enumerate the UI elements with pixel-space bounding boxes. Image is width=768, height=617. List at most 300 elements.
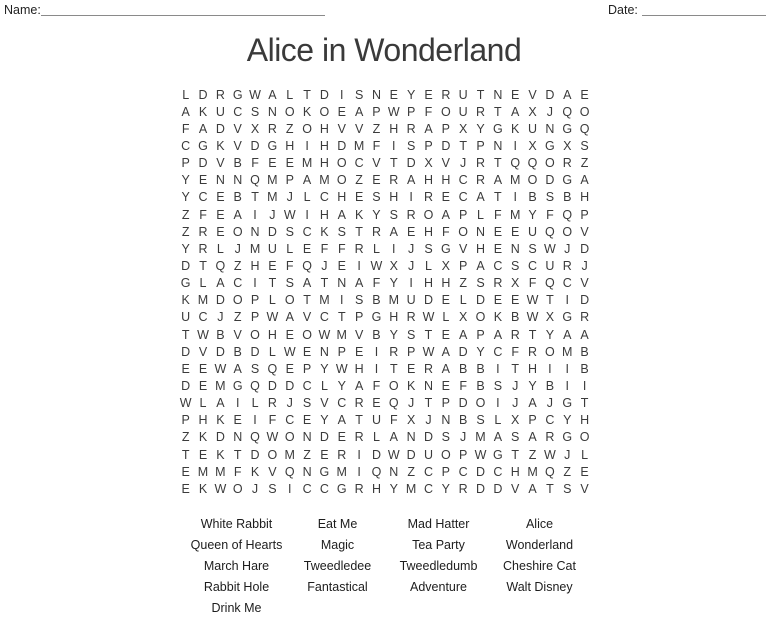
grid-letter: O <box>284 293 295 308</box>
grid-letter: I <box>392 138 396 153</box>
grid-letter: T <box>459 138 467 153</box>
grid-letter: U <box>545 258 555 273</box>
grid-letter: G <box>336 481 347 496</box>
grid-letter: L <box>216 241 224 256</box>
grid-letter: J <box>546 396 554 411</box>
grid-letter: N <box>319 344 329 359</box>
grid-letter: H <box>528 361 538 376</box>
grid-letter: R <box>476 173 486 188</box>
grid-letter: S <box>545 190 555 205</box>
grid-letter: M <box>284 447 295 462</box>
grid-letter: A <box>563 87 572 102</box>
grid-letter: M <box>527 464 538 479</box>
grid-letter: M <box>197 464 209 479</box>
grid-letter: Q <box>545 464 555 479</box>
grid-letter: D <box>337 138 347 153</box>
grid-letter: E <box>441 378 450 393</box>
word-bank-item: Adventure <box>410 579 467 594</box>
word-bank-item: Tweedledumb <box>399 558 478 573</box>
grid-letter: Q <box>215 258 226 273</box>
grid-letter: N <box>371 87 381 102</box>
grid-letter: W <box>526 293 539 308</box>
grid-letter: E <box>268 156 277 171</box>
grid-letter: C <box>181 138 191 153</box>
grid-letter: I <box>565 378 569 393</box>
grid-letter: W <box>197 327 209 342</box>
grid-letter: H <box>476 241 486 256</box>
grid-letter: X <box>511 413 520 428</box>
grid-letter: Q <box>545 224 555 239</box>
grid-letter: D <box>250 344 260 359</box>
grid-letter: J <box>269 207 276 222</box>
grid-letter: E <box>302 344 312 359</box>
grid-letter: J <box>286 190 293 205</box>
grid-letter: L <box>459 293 467 308</box>
grid-letter: T <box>199 258 207 273</box>
grid-letter: A <box>354 276 364 291</box>
grid-letter: C <box>493 464 503 479</box>
grid-letter: J <box>564 241 571 256</box>
grid-letter: M <box>336 464 347 479</box>
grid-letter: L <box>286 241 294 256</box>
grid-letter: F <box>442 224 450 239</box>
grid-letter: U <box>181 310 191 325</box>
grid-letter: S <box>441 430 450 445</box>
grid-letter: P <box>181 156 190 171</box>
grid-letter: E <box>198 378 208 393</box>
grid-letter: C <box>545 413 555 428</box>
grid-letter: C <box>198 310 208 325</box>
grid-letter: A <box>493 430 503 445</box>
grid-letter: S <box>493 378 503 393</box>
grid-letter: U <box>215 104 225 119</box>
grid-letter: S <box>563 481 572 496</box>
grid-letter: H <box>510 464 520 479</box>
grid-letter: H <box>423 276 433 291</box>
grid-letter: H <box>389 121 399 136</box>
grid-letter: N <box>233 173 243 188</box>
grid-letter: R <box>354 481 364 496</box>
grid-letter: E <box>302 413 312 428</box>
grid-letter: M <box>197 293 209 308</box>
grid-letter: L <box>199 276 207 291</box>
grid-letter: R <box>562 258 572 273</box>
grid-letter: K <box>198 481 208 496</box>
grid-letter: Y <box>441 481 450 496</box>
grid-letter: P <box>441 121 450 136</box>
grid-letter: Y <box>372 207 381 222</box>
grid-letter: O <box>579 104 590 119</box>
grid-letter: P <box>406 104 416 119</box>
grid-letter: N <box>302 430 312 445</box>
word-bank-item: Cheshire Cat <box>503 558 576 573</box>
grid-letter: P <box>441 464 450 479</box>
grid-letter: Y <box>476 121 485 136</box>
grid-letter: D <box>285 378 295 393</box>
grid-letter: I <box>565 293 569 308</box>
grid-letter: Y <box>389 276 398 291</box>
grid-letter: A <box>302 173 312 188</box>
word-bank-item: Fantastical <box>307 579 368 594</box>
grid-letter: H <box>580 413 590 428</box>
grid-letter: R <box>476 156 486 171</box>
grid-letter: L <box>320 378 328 393</box>
grid-letter: H <box>319 156 329 171</box>
grid-letter: A <box>441 207 450 222</box>
grid-letter: E <box>285 156 294 171</box>
grid-letter: Z <box>372 121 381 136</box>
grid-letter: E <box>181 361 190 376</box>
grid-letter: F <box>528 276 537 291</box>
grid-letter: Q <box>250 430 260 445</box>
grid-letter: H <box>389 190 399 205</box>
grid-letter: Y <box>389 481 398 496</box>
grid-letter: P <box>337 344 346 359</box>
grid-letter: C <box>423 481 433 496</box>
grid-letter: K <box>320 224 329 239</box>
grid-letter: R <box>354 396 364 411</box>
grid-letter: G <box>319 464 330 479</box>
grid-letter: P <box>459 258 468 273</box>
grid-letter: R <box>267 121 277 136</box>
grid-letter: E <box>372 173 381 188</box>
grid-letter: B <box>511 310 520 325</box>
grid-letter: Q <box>250 173 260 188</box>
grid-letter: Z <box>355 173 363 188</box>
grid-letter: D <box>215 121 225 136</box>
grid-letter: D <box>423 293 433 308</box>
grid-letter: M <box>301 156 313 171</box>
grid-letter: G <box>232 87 243 102</box>
grid-letter: R <box>528 344 538 359</box>
grid-letter: E <box>441 327 450 342</box>
grid-letter: C <box>528 258 538 273</box>
grid-letter: Z <box>580 156 589 171</box>
grid-letter: R <box>354 430 364 445</box>
name-label: Name: <box>4 3 41 17</box>
grid-letter: A <box>233 361 242 376</box>
grid-letter: P <box>424 138 433 153</box>
grid-letter: C <box>458 173 468 188</box>
grid-letter: T <box>546 293 554 308</box>
grid-letter: O <box>579 430 590 445</box>
grid-letter: L <box>372 430 380 445</box>
grid-letter: C <box>354 156 364 171</box>
word-bank-item: March Hare <box>203 558 270 573</box>
grid-letter: Q <box>562 104 573 119</box>
grid-letter: B <box>459 413 468 428</box>
grid-letter: R <box>545 430 555 445</box>
grid-letter: A <box>216 276 225 291</box>
grid-letter: D <box>250 138 260 153</box>
grid-letter: V <box>528 87 537 102</box>
grid-letter: Y <box>181 190 190 205</box>
grid-letter: A <box>580 327 589 342</box>
grid-letter: T <box>546 481 554 496</box>
grid-letter: M <box>562 344 573 359</box>
grid-letter: D <box>371 447 381 462</box>
grid-letter: I <box>374 361 379 376</box>
grid-letter: I <box>340 87 344 102</box>
grid-letter: V <box>233 138 242 153</box>
grid-letter: B <box>233 344 242 359</box>
grid-letter: X <box>528 138 537 153</box>
grid-letter: A <box>441 344 450 359</box>
grid-letter: I <box>374 344 379 359</box>
grid-letter: D <box>181 258 191 273</box>
grid-letter: R <box>406 121 416 136</box>
grid-letter: R <box>458 481 468 496</box>
grid-letter: I <box>409 276 413 291</box>
grid-letter: X <box>424 156 433 171</box>
grid-letter: F <box>546 207 554 222</box>
grid-letter: Q <box>579 121 590 136</box>
grid-letter: S <box>302 396 312 411</box>
grid-letter: Y <box>476 344 485 359</box>
grid-letter: W <box>283 344 296 359</box>
grid-letter: R <box>476 104 486 119</box>
grid-letter: S <box>268 481 277 496</box>
grid-letter: N <box>423 378 433 393</box>
grid-letter: T <box>494 190 502 205</box>
grid-letter: V <box>580 481 589 496</box>
grid-letter: S <box>389 207 398 222</box>
grid-letter: H <box>423 224 433 239</box>
grid-letter: Z <box>181 224 190 239</box>
grid-letter: B <box>476 378 485 393</box>
grid-letter: N <box>250 224 260 239</box>
grid-letter: C <box>493 344 503 359</box>
grid-letter: O <box>458 224 469 239</box>
grid-letter: I <box>357 447 361 462</box>
word-bank-item: Tweedledee <box>303 558 372 573</box>
grid-letter: G <box>562 173 573 188</box>
grid-letter: I <box>357 258 361 273</box>
grid-letter: R <box>493 276 503 291</box>
grid-letter: R <box>198 224 208 239</box>
grid-letter: X <box>459 310 468 325</box>
grid-letter: I <box>496 396 500 411</box>
grid-letter: C <box>319 481 329 496</box>
grid-letter: A <box>198 121 208 136</box>
grid-letter: I <box>513 138 517 153</box>
grid-letter: E <box>320 447 329 462</box>
grid-letter: F <box>251 156 259 171</box>
grid-letter: T <box>424 396 433 411</box>
grid-letter: T <box>251 190 259 205</box>
grid-letter: P <box>302 361 312 376</box>
grid-letter: D <box>493 481 503 496</box>
grid-letter: T <box>389 156 398 171</box>
grid-letter: E <box>268 258 277 273</box>
grid-letter: D <box>319 87 329 102</box>
grid-letter: W <box>474 447 487 462</box>
word-bank-item: Tea Party <box>412 537 465 552</box>
grid-letter: D <box>545 87 555 102</box>
grid-letter: S <box>372 190 381 205</box>
grid-letter: J <box>425 413 432 428</box>
grid-letter: O <box>336 156 347 171</box>
grid-letter: P <box>580 207 589 222</box>
grid-letter: V <box>459 241 468 256</box>
grid-letter: C <box>302 481 312 496</box>
grid-letter: O <box>232 224 243 239</box>
grid-letter: A <box>389 224 398 239</box>
grid-letter: R <box>354 241 364 256</box>
grid-letter: E <box>337 104 346 119</box>
grid-letter: G <box>371 310 382 325</box>
grid-letter: R <box>406 207 416 222</box>
grid-letter: W <box>526 310 539 325</box>
grid-letter: D <box>458 396 468 411</box>
grid-letter: A <box>354 104 364 119</box>
grid-letter: E <box>511 293 520 308</box>
grid-letter: I <box>253 276 257 291</box>
grid-letter: S <box>250 361 260 376</box>
grid-letter: R <box>198 241 208 256</box>
grid-letter: M <box>319 173 330 188</box>
grid-letter: E <box>441 190 450 205</box>
grid-letter: F <box>389 413 398 428</box>
grid-letter: Y <box>545 327 555 342</box>
grid-letter: D <box>406 156 416 171</box>
grid-letter: F <box>320 241 329 256</box>
grid-letter: D <box>580 293 590 308</box>
grid-letter: R <box>389 173 399 188</box>
grid-letter: D <box>181 344 191 359</box>
grid-letter: V <box>216 156 225 171</box>
grid-letter: S <box>285 276 294 291</box>
grid-letter: B <box>476 361 485 376</box>
grid-letter: J <box>286 396 293 411</box>
grid-letter: L <box>442 310 450 325</box>
grid-letter: T <box>181 327 190 342</box>
grid-letter: A <box>493 173 503 188</box>
grid-letter: F <box>285 258 294 273</box>
grid-letter: L <box>182 87 190 102</box>
grid-letter: D <box>458 344 468 359</box>
grid-letter: A <box>337 207 346 222</box>
grid-letter: P <box>476 138 485 153</box>
grid-letter: B <box>545 378 555 393</box>
grid-letter: V <box>198 344 208 359</box>
grid-letter: R <box>371 224 381 239</box>
grid-letter: H <box>267 327 277 342</box>
grid-letter: K <box>354 207 364 222</box>
grid-letter: W <box>179 396 192 411</box>
grid-letter: X <box>250 121 260 136</box>
grid-letter: R <box>267 396 277 411</box>
grid-letter: T <box>268 276 277 291</box>
grid-letter: A <box>181 104 190 119</box>
grid-letter: C <box>458 190 468 205</box>
grid-letter: C <box>198 190 208 205</box>
grid-letter: K <box>302 104 312 119</box>
grid-letter: R <box>423 190 433 205</box>
grid-letter: N <box>493 87 503 102</box>
grid-letter: W <box>422 344 435 359</box>
grid-letter: V <box>354 327 364 342</box>
grid-letter: B <box>563 190 572 205</box>
grid-letter: G <box>562 396 573 411</box>
grid-letter: T <box>233 447 242 462</box>
word-search-grid <box>177 86 593 497</box>
grid-letter: Z <box>303 447 311 462</box>
grid-letter: V <box>268 464 277 479</box>
grid-letter: E <box>233 413 242 428</box>
grid-letter: C <box>285 413 295 428</box>
grid-letter: G <box>440 241 451 256</box>
grid-letter: E <box>493 293 503 308</box>
grid-letter: B <box>216 327 225 342</box>
grid-letter: Q <box>527 156 538 171</box>
grid-letter: W <box>387 447 400 462</box>
grid-letter: L <box>372 241 380 256</box>
grid-letter: A <box>268 87 277 102</box>
grid-letter: T <box>528 327 537 342</box>
grid-letter: E <box>285 361 294 376</box>
grid-letter: J <box>251 481 259 496</box>
word-bank-item: Alice <box>525 516 554 531</box>
grid-letter: F <box>372 138 381 153</box>
grid-letter: J <box>564 447 571 462</box>
grid-letter: A <box>354 378 364 393</box>
grid-letter: Y <box>563 413 572 428</box>
grid-letter: E <box>389 87 398 102</box>
grid-letter: K <box>216 413 225 428</box>
grid-letter: E <box>441 293 450 308</box>
grid-letter: B <box>580 344 589 359</box>
grid-letter: T <box>580 396 589 411</box>
grid-letter: E <box>216 190 225 205</box>
grid-letter: Z <box>181 430 190 445</box>
grid-letter: J <box>546 104 554 119</box>
grid-letter: H <box>441 276 451 291</box>
grid-letter: H <box>250 258 260 273</box>
grid-letter: Z <box>285 121 294 136</box>
grid-letter: V <box>233 327 242 342</box>
grid-letter: C <box>319 310 329 325</box>
grid-letter: G <box>562 310 573 325</box>
grid-letter: X <box>406 413 416 428</box>
grid-letter: T <box>303 87 311 102</box>
grid-letter: C <box>302 378 312 393</box>
grid-letter: M <box>319 293 330 308</box>
grid-letter: Q <box>510 156 521 171</box>
grid-letter: L <box>286 87 294 102</box>
grid-letter: Y <box>528 378 537 393</box>
grid-letter: N <box>406 430 416 445</box>
grid-letter: E <box>511 224 520 239</box>
grid-letter: P <box>372 104 381 119</box>
grid-letter: G <box>232 378 243 393</box>
grid-letter: V <box>511 481 520 496</box>
word-bank-item: Eat Me <box>317 516 358 531</box>
grid-letter: O <box>232 481 243 496</box>
grid-letter: E <box>354 344 364 359</box>
grid-letter: Q <box>545 276 555 291</box>
grid-letter: Z <box>233 310 242 325</box>
grid-letter: R <box>337 447 347 462</box>
grid-letter: D <box>476 481 486 496</box>
grid-letter: S <box>354 87 364 102</box>
grid-letter: X <box>441 258 450 273</box>
grid-letter: Q <box>371 464 382 479</box>
grid-letter: J <box>217 310 224 325</box>
grid-letter: V <box>372 156 381 171</box>
word-bank-item: Wonderland <box>505 537 574 552</box>
grid-letter: G <box>545 138 555 153</box>
